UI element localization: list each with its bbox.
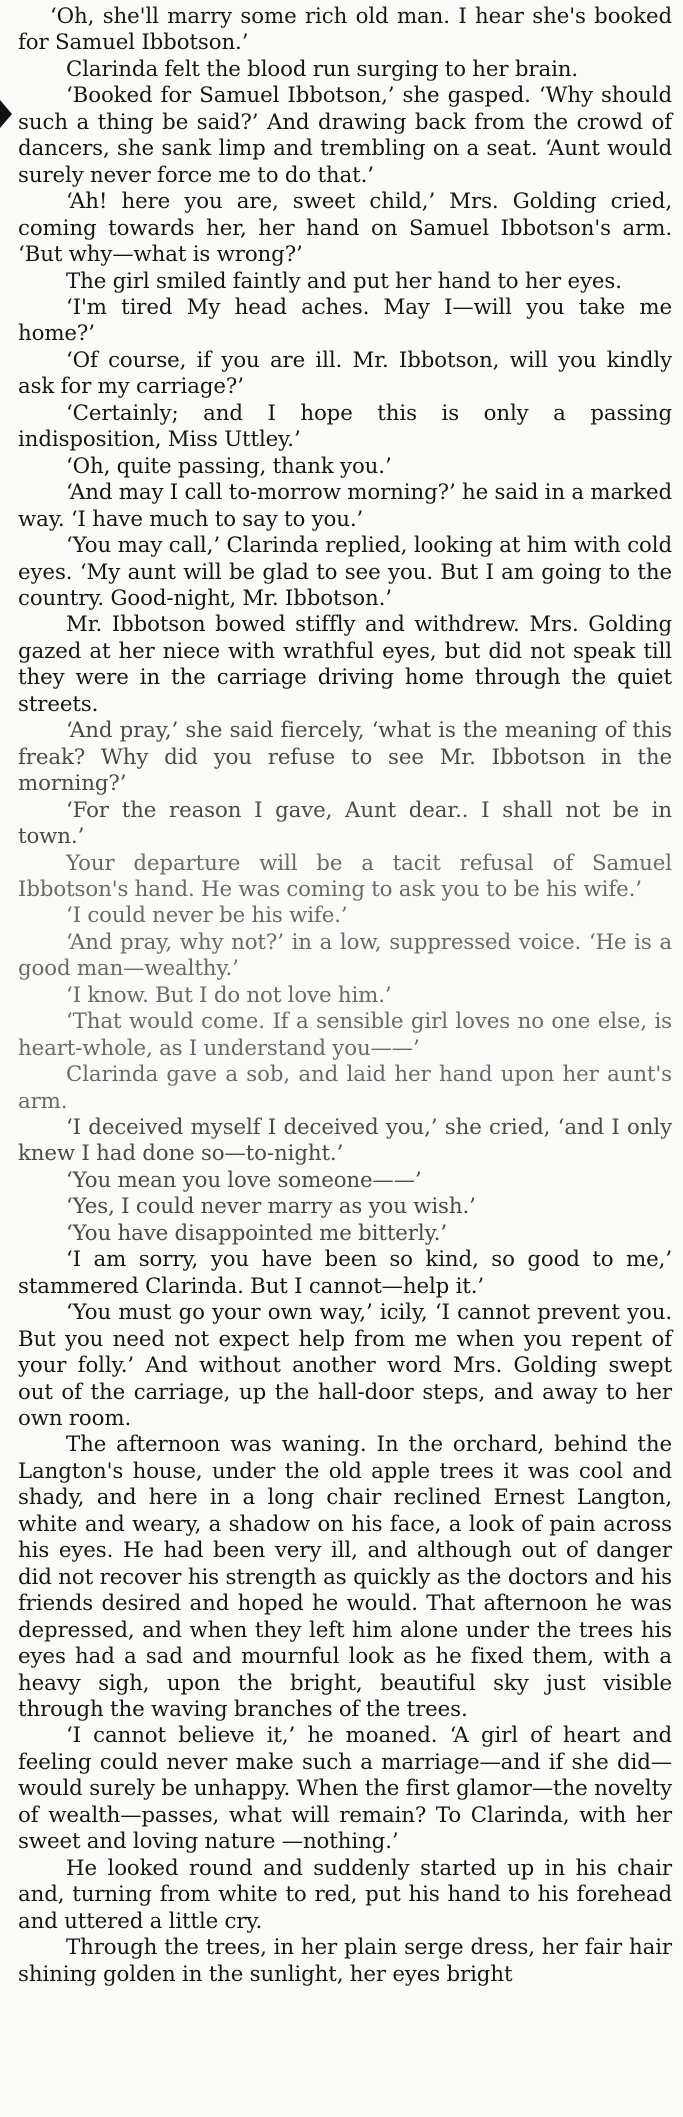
column-margin-mark (0, 100, 12, 128)
paragraph: ‘And may I call to-morrow morning?’ he said in a marked way. ‘I have much to say to you.’ (18, 480, 672, 532)
paragraph: Clarinda felt the blood run surging to her brain. (66, 56, 579, 82)
paragraph: The girl smiled faintly and put her hand to her eyes. (66, 268, 622, 294)
paragraph: ‘Certainly; and I hope this is only a passing indisposition, Miss Uttley.’ (18, 400, 672, 453)
paragraph: ‘Oh, quite passing, thank you.’ (66, 453, 392, 479)
paragraph: The afternoon was waning. In the orchard, behind the Langton's house, under the old apple trees it was cool and shady, and here in a long chair reclined Ernest Langton, white and weary, a shadow on his face, a look of pain across his eyes. He had been very ill, and although out of danger did not recover his strength as quickly as the doctors and his friends desired and hoped he would. That afternoon he was depressed, and when they left him alone under the trees his eyes had a sad and mournful look as he fixed them, with a heavy sigh, upon the bright, beautiful sky just visible through the waving branches of the trees. (18, 1432, 672, 1722)
paragraph: ‘Yes, I could never marry as you wish.’ (66, 1194, 476, 1220)
paragraph: ‘For the reason I gave, Aunt dear.. I shall not be in town.’ (18, 797, 672, 850)
paragraph: ‘And pray,’ she said fiercely, ‘what is the meaning of this freak? Why did you refuse to see Mr. Ibbotson in the morning?’ (18, 718, 672, 797)
paragraph: He looked round and suddenly started up in his chair and, turning from white to red, put his hand to his forehead and uttered a little cry. (18, 1855, 672, 1934)
paragraph: ‘I could never be his wife.’ (66, 903, 348, 929)
paragraph: Clarinda gave a sob, and laid her hand upon her aunt's arm. (18, 1062, 672, 1114)
paragraph: Your departure will be a tacit refusal of Samuel Ibbotson's hand. He was coming to ask you to be his wife.’ (18, 850, 672, 902)
paragraph: ‘Oh, she'll marry some rich old man. I hear she's booked for Samuel Ibbotson.’ (18, 4, 672, 56)
paragraph: ‘I deceived myself I deceived you,’ she cried, ‘and I only knew I had done so—to-night.’ (18, 1115, 672, 1167)
paragraph: ‘Booked for Samuel Ibbotson,’ she gasped. ‘Why should such a thing be said?’ And drawing back from the crowd of dancers, she sank limp and trembling on a seat. ‘Aunt would surely never force me to do that.’ (18, 83, 672, 188)
paragraph: ‘Ah! here you are, sweet child,’ Mrs. Golding cried, coming towards her, her hand on Samuel Ibbotson's arm. ‘But why—what is wrong?’ (18, 189, 672, 268)
story-column (18, 4, 672, 1988)
paragraph: ‘I am sorry, you have been so kind, so good to me,’ stammered Clarinda. But I cannot—help it.’ (18, 1247, 672, 1299)
paragraph: ‘Of course, if you are ill. Mr. Ibbotson, will you kindly ask for my carriage?’ (18, 347, 672, 400)
paragraph: ‘I'm tired My head aches. May I—will you take me home?’ (18, 294, 672, 347)
paragraph: Through the trees, in her plain serge dress, her fair hair shining golden in the sunlight, her eyes bright (18, 1935, 672, 1987)
paragraph: Mr. Ibbotson bowed stiffly and withdrew. Mrs. Golding gazed at her niece with wrathful eyes, but did not speak till they were in the carriage driving home through the quiet streets. (18, 612, 672, 717)
paragraph: ‘You have disappointed me bitterly.’ (66, 1220, 448, 1246)
paragraph: ‘I cannot believe it,’ he moaned. ‘A girl of heart and feeling could never make such a marriage—and if she did—would surely be unhappy. When the first glamor—the novelty of wealth—passes, what will remain? To Clarinda, with her sweet and loving nature —nothing.’ (18, 1723, 672, 1855)
paragraph: ‘That would come. If a sensible girl loves no one else, is heart-whole, as I understand you——’ (18, 1009, 672, 1061)
paragraph: ‘You must go your own way,’ icily, ‘I cannot prevent you. But you need not expect help from me when you repent of your folly.’ And without another word Mrs. Golding swept out of the carriage, up the hall-door steps, and away to her own room. (18, 1300, 672, 1432)
paragraph: ‘I know. But I do not love him.’ (66, 982, 392, 1008)
paragraph: ‘You may call,’ Clarinda replied, looking at him with cold eyes. ‘My aunt will be glad to see you. But I am going to the country. Good-night, Mr. Ibbotson.’ (18, 533, 672, 611)
paragraph: ‘And pray, why not?’ in a low, suppressed voice. ‘He is a good man—wealthy.’ (18, 929, 672, 982)
paragraph: ‘You mean you love someone——’ (66, 1167, 422, 1193)
